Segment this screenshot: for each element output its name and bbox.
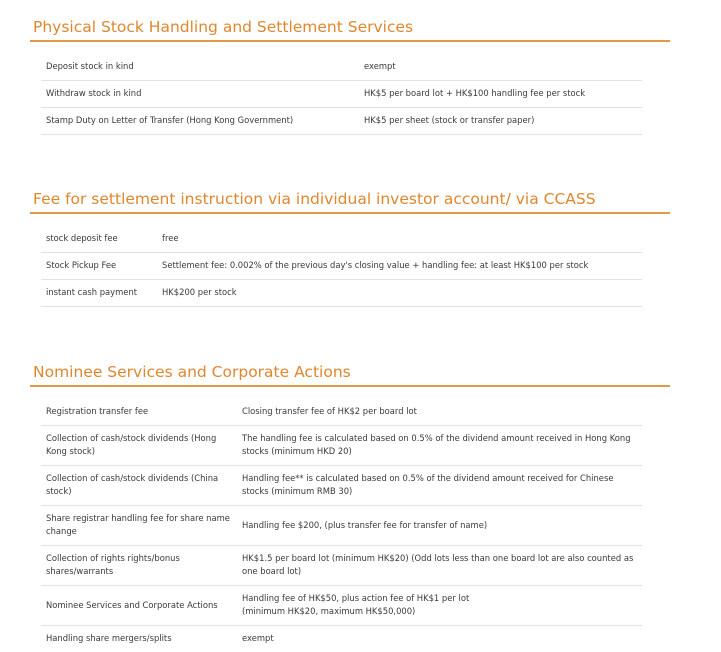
fee-value: Closing transfer fee of HK$2 per board lot: [237, 398, 642, 425]
fee-label: Share registrar handling fee for share name change: [41, 505, 237, 545]
fee-value: exempt: [359, 53, 642, 80]
fee-value: HK$5 per board lot + HK$100 handling fee per stock: [359, 80, 642, 107]
fee-label: Collection of rights rights/bonus shares/warrants: [41, 545, 237, 585]
fee-value: HK$1.5 per board lot (minimum HK$20) (Odd lots less than one board lot are also counted as one board lot): [237, 545, 642, 585]
fee-label: Collection of cash/stock dividends (China stock): [41, 465, 237, 505]
fee-label: Deposit stock in kind: [41, 53, 359, 80]
fee-value: Settlement fee: 0.002% of the previous day's closing value + handling fee: at least HK$100 per stock: [157, 252, 642, 279]
fee-value: Handling fee** is calculated based on 0.5% of the dividend amount received for Chinese stocks (minimum RMB 30): [237, 465, 642, 505]
fee-value: HK$200 per stock: [157, 279, 642, 306]
fee-value: free: [157, 225, 642, 252]
fee-label: Handling share mergers/splits: [46, 633, 172, 644]
fee-label: Withdraw stock in kind: [41, 80, 359, 107]
table-row: [41, 279, 642, 306]
title-divider: [30, 212, 670, 214]
fee-label: Registration transfer fee: [41, 398, 237, 425]
table-row: [41, 80, 642, 107]
section-title: Nominee Services and Corporate Actions: [33, 363, 351, 381]
table-row: [41, 425, 642, 465]
section-title: Fee for settlement instruction via individual investor account/ via CCASS: [33, 190, 596, 208]
fee-value: Handling fee $200, (plus transfer fee for transfer of name): [237, 505, 642, 545]
fee-table: [41, 53, 642, 135]
table-row: [41, 225, 642, 252]
title-divider: [30, 40, 670, 42]
table-row: [41, 252, 642, 279]
fee-label: stock deposit fee: [41, 225, 157, 252]
table-row: [41, 505, 642, 545]
table-row: [41, 53, 642, 80]
table-row: [41, 625, 642, 652]
fee-value: exempt: [242, 633, 274, 644]
fee-value: HK$5 per sheet (stock or transfer paper): [359, 107, 642, 134]
table-row: [41, 465, 642, 505]
table-row: [41, 107, 642, 134]
fee-table: [41, 225, 642, 307]
table-row: [41, 585, 642, 625]
fee-label: Stock Pickup Fee: [41, 252, 157, 279]
section-title: Physical Stock Handling and Settlement Services: [33, 18, 414, 36]
fee-table: [41, 398, 642, 652]
title-divider: [30, 385, 670, 387]
fee-label: Stamp Duty on Letter of Transfer (Hong Kong Government): [41, 107, 359, 134]
table-row: [41, 398, 642, 425]
fee-label: Nominee Services and Corporate Actions: [41, 585, 237, 625]
table-row: [41, 545, 642, 585]
fee-value: The handling fee is calculated based on 0.5% of the dividend amount received in Hong Kong stocks (minimum HKD 20): [237, 425, 642, 465]
fee-label: instant cash payment: [41, 279, 157, 306]
fee-value: Handling fee of HK$50, plus action fee of HK$1 per lot (minimum HK$20, maximum HK$50,000): [237, 585, 642, 625]
fee-label: Collection of cash/stock dividends (Hong Kong stock): [41, 425, 237, 465]
